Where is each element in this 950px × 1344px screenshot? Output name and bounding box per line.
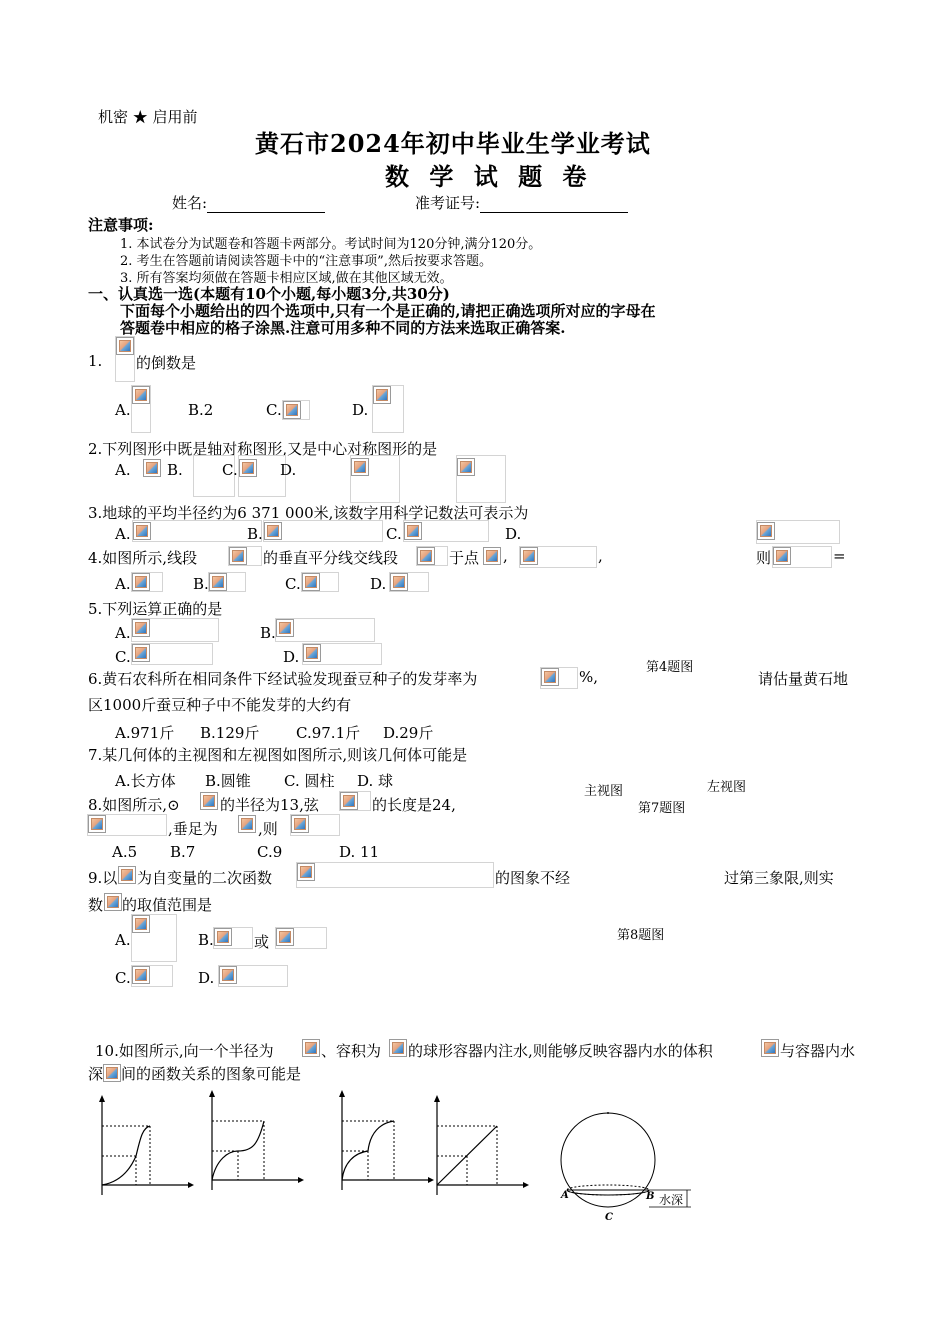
- q7-option-a: A.长方体: [115, 772, 176, 790]
- formula-image-icon: [520, 547, 538, 565]
- q4-text: ,: [598, 547, 603, 565]
- q6-option-a: A.971斤: [115, 724, 175, 742]
- figure-image-icon: [457, 458, 475, 476]
- formula-image-icon: [373, 386, 391, 404]
- q3-text: 3.地球的平均半径约为6 371 000米,该数字用科学记数法可表示为: [88, 504, 529, 522]
- sphere-label-c: C: [605, 1212, 613, 1223]
- q4-figure-caption: 第4题图: [646, 660, 694, 675]
- formula-image-icon: [116, 337, 134, 355]
- q2-option-a: A.: [115, 461, 131, 479]
- name-blank: [207, 198, 325, 213]
- formula-image-icon: [219, 966, 237, 984]
- q7-option-b: B.圆锥: [205, 772, 251, 790]
- q9-text: 的取值范围是: [122, 896, 213, 914]
- q1-option-b: B.2: [188, 401, 214, 419]
- q10-graph-a: [90, 1090, 200, 1200]
- q8-text: 8.如图所示,⊙: [88, 796, 180, 814]
- notes-heading: 注意事项:: [88, 216, 154, 234]
- note-item: 2. 考生在答题前请阅读答题卡中的“注意事项”,然后按要求答题。: [120, 254, 492, 269]
- q10-text: 10.如图所示,向一个半径为: [95, 1042, 274, 1060]
- q8-option-a: A.5: [112, 843, 138, 861]
- q8-figure-caption: 第8题图: [617, 928, 665, 943]
- q4-text: 则: [756, 549, 772, 567]
- formula-image-icon: [761, 1039, 779, 1057]
- formula-image-icon: [88, 815, 106, 833]
- q9-text: 9.以: [88, 869, 118, 887]
- formula-image-icon: [340, 792, 358, 810]
- formula-image-icon: [103, 1064, 121, 1082]
- q9-text: 的图象不经: [495, 869, 571, 887]
- formula-image-icon: [133, 522, 151, 540]
- q4-text: 于点: [449, 549, 480, 567]
- q3-option-c: C.: [386, 525, 402, 543]
- q10-text: 与容器内水: [780, 1042, 856, 1060]
- q6-text: 请估量黄石地: [758, 670, 849, 688]
- formula-image-icon: [238, 815, 256, 833]
- q6-option-c: C.97.1斤: [296, 724, 361, 742]
- q4-text: ,: [503, 547, 508, 565]
- q9-or: 或: [254, 933, 270, 951]
- section-heading: 一、认真选一选(本题有10个小题,每小题3分,共30分): [88, 285, 450, 303]
- q1-number: 1.: [88, 352, 103, 370]
- formula-image-icon: [291, 815, 309, 833]
- q3-option-d: D.: [505, 525, 522, 543]
- q10-graph-c: [330, 1085, 440, 1195]
- q10-text: 深: [88, 1065, 104, 1083]
- formula-image-icon: [276, 928, 294, 946]
- section-desc: 下面每个小题给出的四个选项中,只有一个是正确的,请把正确选项所对应的字母在: [120, 302, 656, 320]
- formula-image-icon: [276, 619, 294, 637]
- q8-text: ,则: [258, 820, 278, 838]
- q9-text: 数: [88, 896, 104, 914]
- formula-image-icon: [132, 573, 150, 591]
- q7-text: 7.某几何体的主视图和左视图如图所示,则该几何体可能是: [88, 746, 468, 764]
- figure-image-icon: [143, 459, 161, 477]
- q4-option-b: B.: [193, 575, 209, 593]
- name-label: 姓名:: [172, 194, 208, 212]
- q3-a-formula: [132, 520, 262, 542]
- q9-option-a: A.: [115, 931, 131, 949]
- q2-text: 2.下列图形中既是轴对称图形,又是中心对称图形的是: [88, 440, 438, 458]
- q10-graph-b: [200, 1085, 310, 1195]
- formula-image-icon: [209, 573, 227, 591]
- formula-image-icon: [390, 573, 408, 591]
- secret-label: 机密 ★ 启用前: [98, 108, 198, 126]
- q5-option-b: B.: [260, 624, 276, 642]
- q1-option-d: D.: [352, 401, 369, 419]
- name-field: [172, 192, 325, 213]
- formula-image-icon: [302, 1039, 320, 1057]
- q4-text: 的垂直平分线交线段: [263, 549, 399, 567]
- formula-image-icon: [229, 547, 247, 565]
- q7-main-view: 主视图: [584, 784, 624, 799]
- q9-formula: [296, 862, 494, 888]
- q5-option-c: C.: [115, 648, 131, 666]
- formula-image-icon: [132, 915, 150, 933]
- sphere-depth-label: 水深: [659, 1193, 684, 1207]
- note-item: 3. 所有答案均须做在答题卡相应区域,做在其他区域无效。: [120, 271, 453, 286]
- id-label: 准考证号:: [415, 194, 481, 212]
- note-item: 1. 本试卷分为试题卷和答题卡两部分。考试时间为120分钟,满分120分。: [120, 237, 542, 252]
- sphere-label-a: A: [561, 1190, 569, 1201]
- formula-image-icon: [483, 547, 501, 565]
- q7-option-c: C. 圆柱: [284, 772, 335, 790]
- q1-option-c: C.: [266, 401, 282, 419]
- q5-option-d: D.: [283, 648, 300, 666]
- q9-option-b: B.: [198, 931, 214, 949]
- sphere-label-b: B: [646, 1191, 655, 1202]
- formula-image-icon: [303, 644, 321, 662]
- exam-subtitle: 数 学 试 题 卷: [385, 162, 593, 191]
- formula-image-icon: [417, 547, 435, 565]
- q1-option-a: A.: [115, 401, 131, 419]
- q3-option-a: A.: [115, 525, 131, 543]
- formula-image-icon: [541, 668, 559, 686]
- q8-option-d: D. 11: [339, 843, 380, 861]
- exam-title: 黄石市2024年初中毕业生学业考试: [255, 129, 651, 158]
- q6-text: 区1000斤蚕豆种子中不能发芽的大约有: [88, 696, 352, 714]
- id-field: [415, 192, 628, 213]
- q9-option-c: C.: [115, 969, 131, 987]
- q3-option-b: B.: [247, 525, 263, 543]
- sphere-figure: [555, 1108, 700, 1228]
- formula-image-icon: [773, 547, 791, 565]
- q10-text: 、容积为: [321, 1042, 382, 1060]
- formula-image-icon: [283, 401, 301, 419]
- formula-image-icon: [404, 522, 422, 540]
- q8-text: 的长度是24,: [372, 796, 456, 814]
- formula-image-icon: [118, 866, 136, 884]
- formula-image-icon: [214, 928, 232, 946]
- figure-image-icon: [351, 458, 369, 476]
- q6-text: %,: [579, 668, 599, 686]
- q6-text: 6.黄石农科所在相同条件下经试验发现蚕豆种子的发芽率为: [88, 670, 478, 688]
- q4-text: =: [833, 547, 846, 565]
- formula-image-icon: [132, 966, 150, 984]
- formula-image-icon: [200, 792, 218, 810]
- q8-option-c: C.9: [257, 843, 283, 861]
- formula-image-icon: [104, 893, 122, 911]
- q8-text: 的半径为13,弦: [220, 796, 319, 814]
- q4-option-d: D.: [370, 575, 387, 593]
- q4-option-a: A.: [115, 575, 131, 593]
- q9-text: 过第三象限,则实: [724, 869, 834, 887]
- q7-option-d: D. 球: [357, 772, 394, 790]
- q8-text: ,垂足为: [168, 820, 218, 838]
- q4-option-c: C.: [285, 575, 301, 593]
- figure-image-icon: [757, 522, 775, 540]
- q2-option-c: C.: [222, 461, 238, 479]
- q8-option-b: B.7: [170, 843, 196, 861]
- q10-text: 间的函数关系的图象可能是: [121, 1065, 302, 1083]
- formula-image-icon: [297, 863, 315, 881]
- figure-image-icon: [239, 459, 257, 477]
- q2-option-b: B.: [167, 461, 183, 479]
- q9-text: 为自变量的二次函数: [137, 869, 273, 887]
- id-blank: [480, 198, 628, 213]
- q6-option-b: B.129斤: [200, 724, 260, 742]
- q9-option-d: D.: [198, 969, 215, 987]
- q10-text: 的球形容器内注水,则能够反映容器内水的体积: [408, 1042, 713, 1060]
- q5-text: 5.下列运算正确的是: [88, 600, 223, 618]
- q1-text: 的倒数是: [136, 354, 197, 372]
- q7-figure-caption: 第7题图: [638, 801, 686, 816]
- q10-graph-d: [425, 1090, 535, 1200]
- formula-image-icon: [264, 522, 282, 540]
- q4-text: 4.如图所示,线段: [88, 549, 198, 567]
- section-desc: 答题卷中相应的格子涂黑.注意可用多种不同的方法来选取正确答案.: [120, 319, 566, 337]
- q6-option-d: D.29斤: [383, 724, 434, 742]
- formula-image-icon: [132, 386, 150, 404]
- formula-image-icon: [302, 573, 320, 591]
- formula-image-icon: [132, 619, 150, 637]
- formula-image-icon: [132, 644, 150, 662]
- q7-left-view: 左视图: [707, 780, 747, 795]
- q5-option-a: A.: [115, 624, 131, 642]
- q2-option-d: D.: [280, 461, 297, 479]
- formula-image-icon: [389, 1039, 407, 1057]
